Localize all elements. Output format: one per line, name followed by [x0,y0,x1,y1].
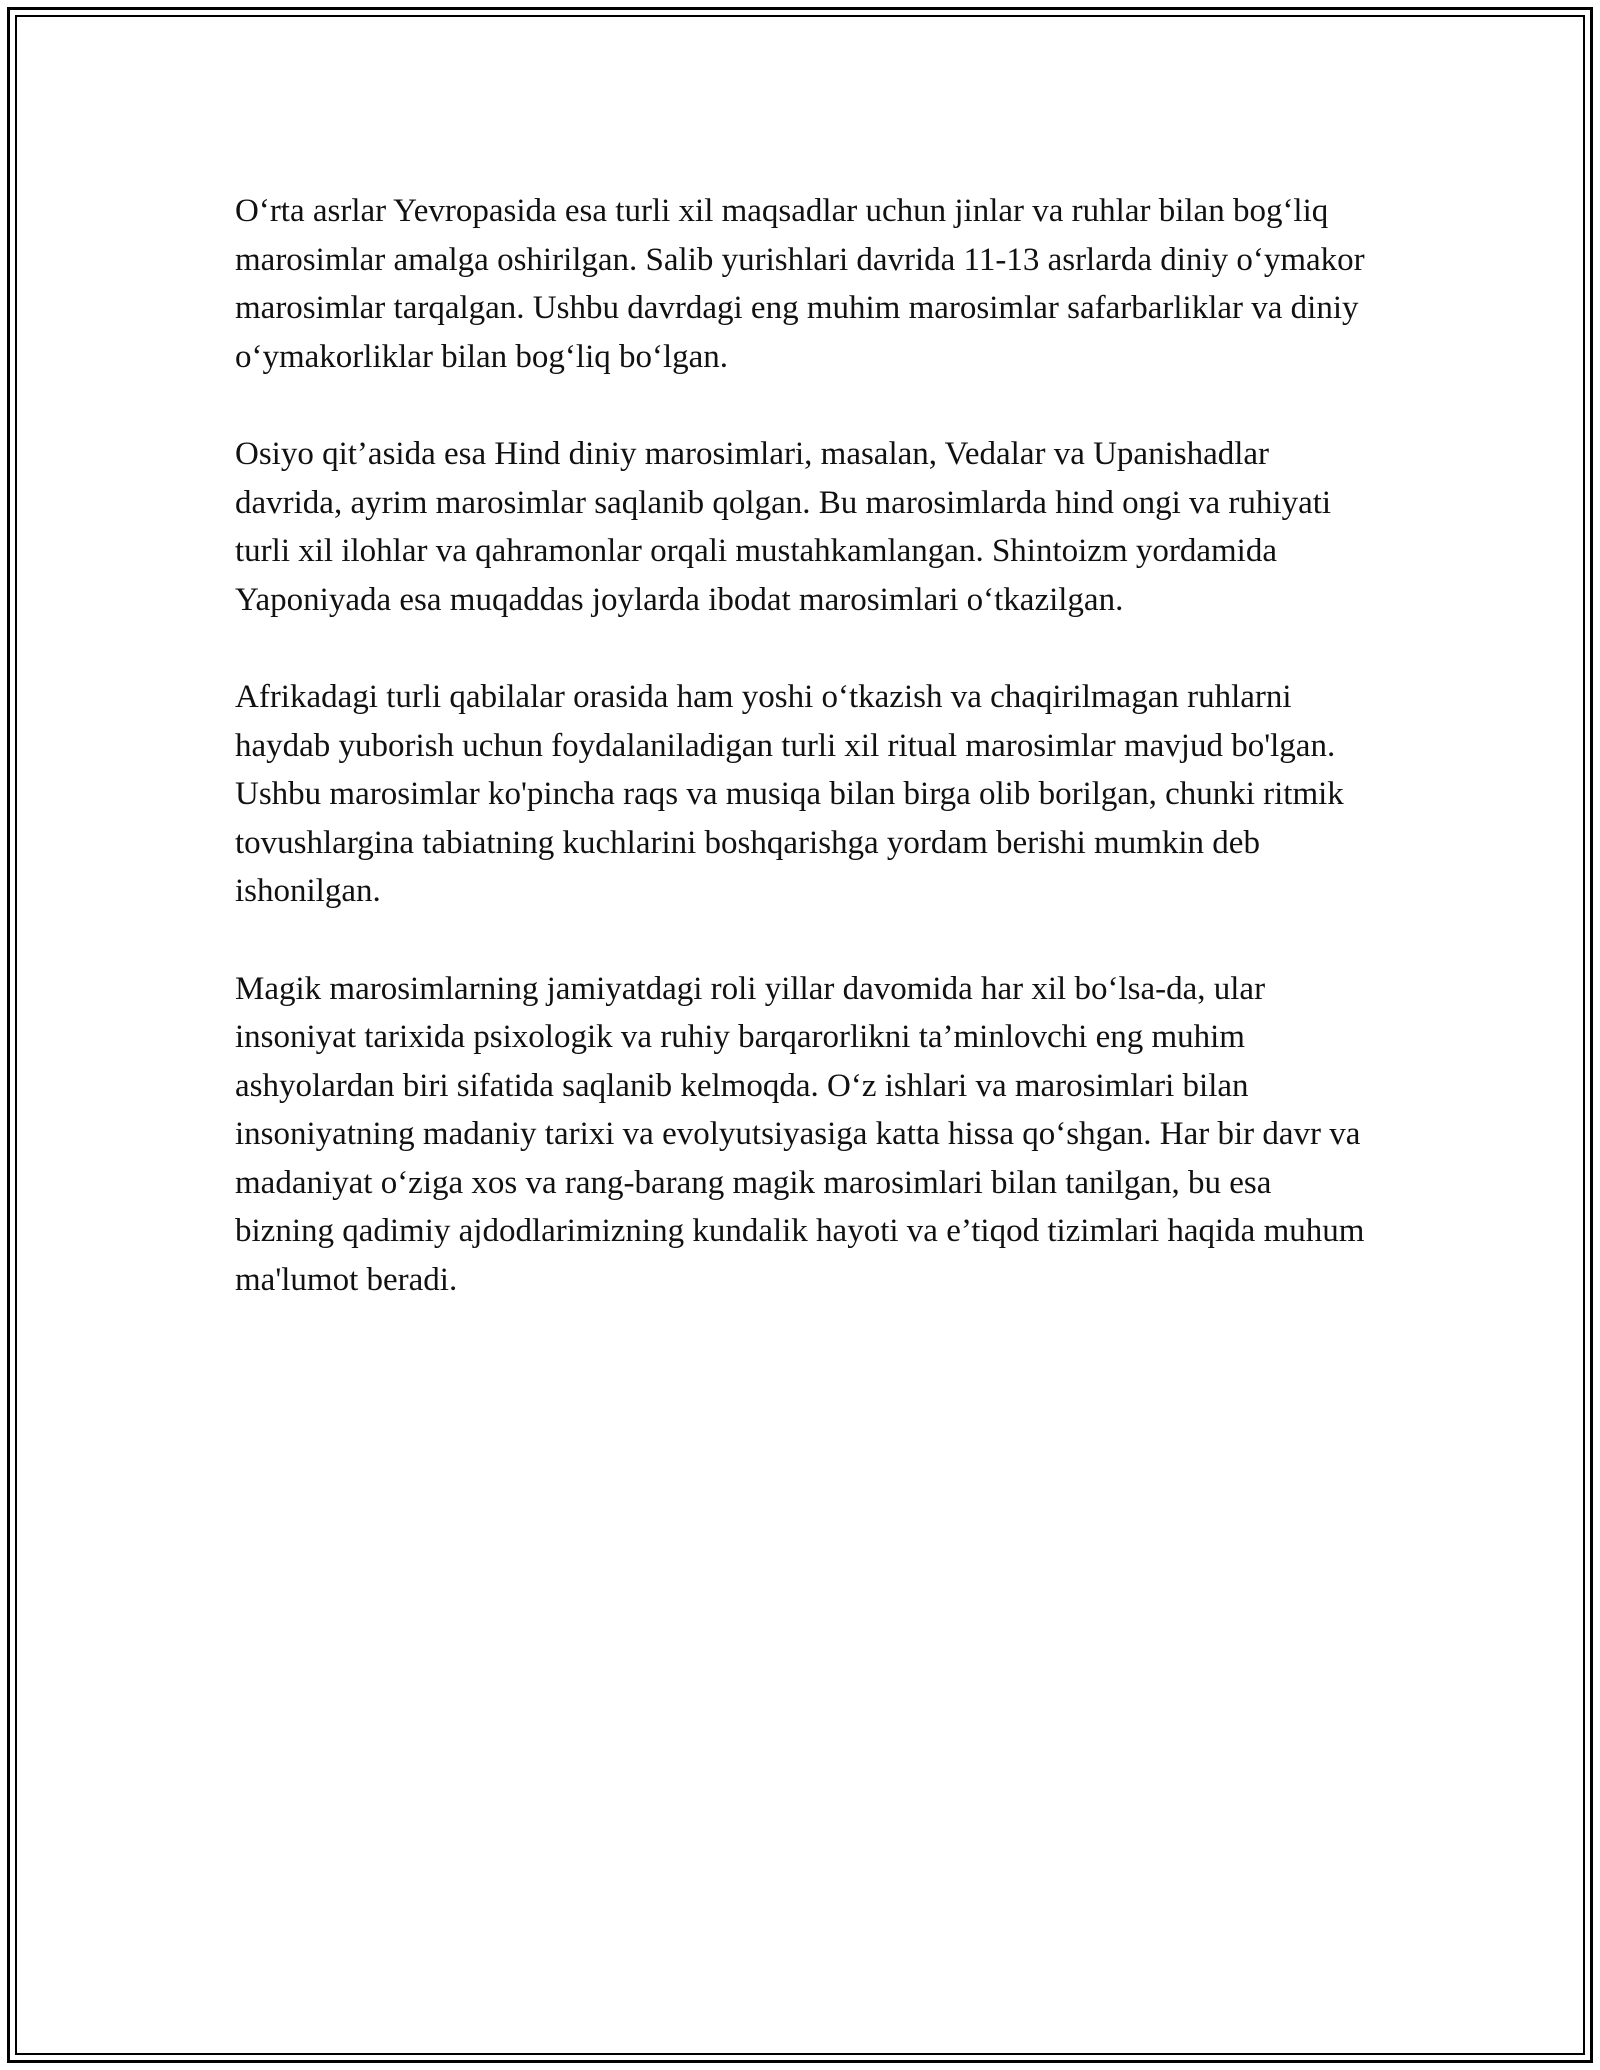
paragraph-4: Magik marosimlarning jamiyatdagi roli yillar davomida har xil bo‘lsa-da, ular insoniyat tarixida psixologik va ruhiy barqarorlikni ta’minlovchi eng muhim ashyolardan biri sifatida saqlanib kelmoqda. O‘z ishlari va marosimlari bilan insoniyatning madaniy tarixi va evolyutsiyasiga katta hissa qo‘shgan. Har bir davr va madaniyat o‘ziga xos va rang-barang magik marosimlari bilan tanilgan, bu esa bizning qadimiy ajdodlarimizning kundalik hayoti va e’tiqod tizimlari haqida muhum ma'lumot beradi. [235,970,1365,1299]
paragraph-3: Afrikadagi turli qabilalar orasida ham yoshi o‘tkazish va chaqirilmagan ruhlarni haydab yuborish uchun foydalaniladigan turli xil ritual marosimlar mavjud bo'lgan. Ushbu marosimlar ko'pincha raqs va musiqa bilan birga olib borilgan, chunki ritmik tovushlargina tabiatning kuchlarini boshqarishga yordam berishi mumkin deb ishonilgan. [235,678,1344,910]
document-body [235,187,1375,1353]
paragraph-1: O‘rta asrlar Yevropasida esa turli xil maqsadlar uchun jinlar va ruhlar bilan bog‘liq marosimlar amalga oshirilgan. Salib yurishlari davrida 11-13 asrlarda diniy o‘ymakor marosimlar tarqalgan. Ushbu davrdagi eng muhim marosimlar safarbarliklar va diniy o‘ymakorliklar bilan bog‘liq bo‘lgan. [235,193,1365,375]
paragraph-2: Osiyo qit’asida esa Hind diniy marosimlari, masalan, Vedalar va Upanishadlar davrida, ayrim marosimlar saqlanib qolgan. Bu marosimlarda hind ongi va ruhiyati turli xil ilohlar va qahramonlar orqali mustahkamlangan. Shintoizm yordamida Yaponiyada esa muqaddas joylarda ibodat marosimlari o‘tkazilgan. [235,435,1332,618]
